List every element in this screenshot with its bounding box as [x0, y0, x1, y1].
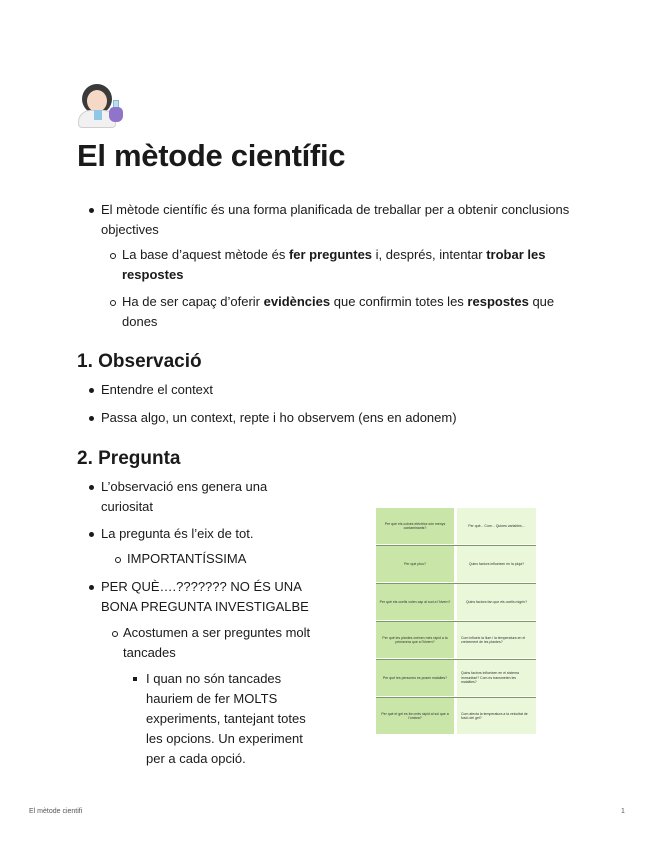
list-item: Passa algo, un context, repte i ho observem (ens en adonem)	[101, 410, 457, 425]
intro-sub-2: Ha de ser capaç d’oferir evidències que confirmin totes les respostes que dones	[122, 294, 555, 329]
bullet-dot	[89, 388, 94, 393]
bullet-dot	[89, 532, 94, 537]
table-cell-right: Com afecta la temperatura a la velocitat de fusió del gel?	[457, 698, 536, 734]
list-item: La pregunta és l’eix de tot.	[101, 526, 254, 541]
scientist-icon	[78, 84, 126, 128]
questions-table-image	[376, 508, 536, 736]
list-subsubitem: I quan no són tancades hauriem de fer MOLTS experiments, tantejant totes les opcions. Un experiment per a cada opció.	[146, 671, 306, 766]
table-row	[376, 660, 536, 696]
table-cell-left: Per què els ocells volen cap al sud a l'hivern?	[376, 584, 455, 620]
square-bullet	[133, 677, 137, 681]
intro-sub-1: La base d’aquest mètode és fer preguntes i, després, intentar trobar les respostes	[122, 247, 546, 282]
section-heading-observacio: 1. Observació	[77, 351, 202, 372]
table-cell-right: Quins factors influeixen en la pluja?	[457, 546, 536, 582]
table-row	[376, 584, 536, 620]
table-cell-right: Quins factors fan que els ocells migrin?	[457, 584, 536, 620]
intro-bullet: El mètode científic és una forma planificada de treballar per a obtenir conclusions objectives	[101, 202, 570, 237]
table-cell-left: Per què les plantes creixen més ràpid a la primavera que a l'hivern?	[376, 622, 455, 658]
bullet-dot	[89, 485, 94, 490]
list-subitem: IMPORTANTÍSSIMA	[127, 551, 247, 566]
table-row	[376, 698, 536, 734]
table-row	[376, 622, 536, 658]
bullet-dot	[89, 585, 94, 590]
footer-title: El mètode cientifi	[29, 808, 83, 815]
table-cell-left: Per què els cotxes elèctrics són menys contaminants?	[376, 508, 455, 544]
circle-bullet	[110, 300, 116, 306]
circle-bullet	[112, 631, 118, 637]
circle-bullet	[115, 557, 121, 563]
bullet-dot	[89, 416, 94, 421]
bullet-dot	[89, 208, 94, 213]
table-cell-right: Com influeix la llum i la temperatura en el creixement de les plantes?	[457, 622, 536, 658]
page-title: El mètode científic	[77, 138, 346, 173]
list-item: L’observació ens genera una curiositat	[101, 479, 268, 514]
list-subitem: Acostumen a ser preguntes molt tancades	[123, 625, 311, 660]
list-item: Entendre el context	[101, 382, 214, 397]
table-cell-left: Per què plou?	[376, 546, 455, 582]
circle-bullet	[110, 253, 116, 259]
table-row	[376, 508, 536, 544]
page-number: 1	[621, 808, 625, 815]
table-cell-right: Per què... Com... Quines variables...	[457, 508, 536, 544]
table-cell-right: Quins factors influeixen en el sistema immunitari? Com es transmeten les malalties?	[457, 660, 536, 696]
table-cell-left: Per què les persones es posen malaltes?	[376, 660, 455, 696]
list-item: PER QUÈ….??????? NO ÉS UNA BONA PREGUNTA INVESTIGALBE	[101, 579, 309, 614]
section-heading-pregunta: 2. Pregunta	[77, 448, 181, 469]
table-row	[376, 546, 536, 582]
table-cell-left: Per què el gel es fon més ràpid al sol que a l'ombra?	[376, 698, 455, 734]
